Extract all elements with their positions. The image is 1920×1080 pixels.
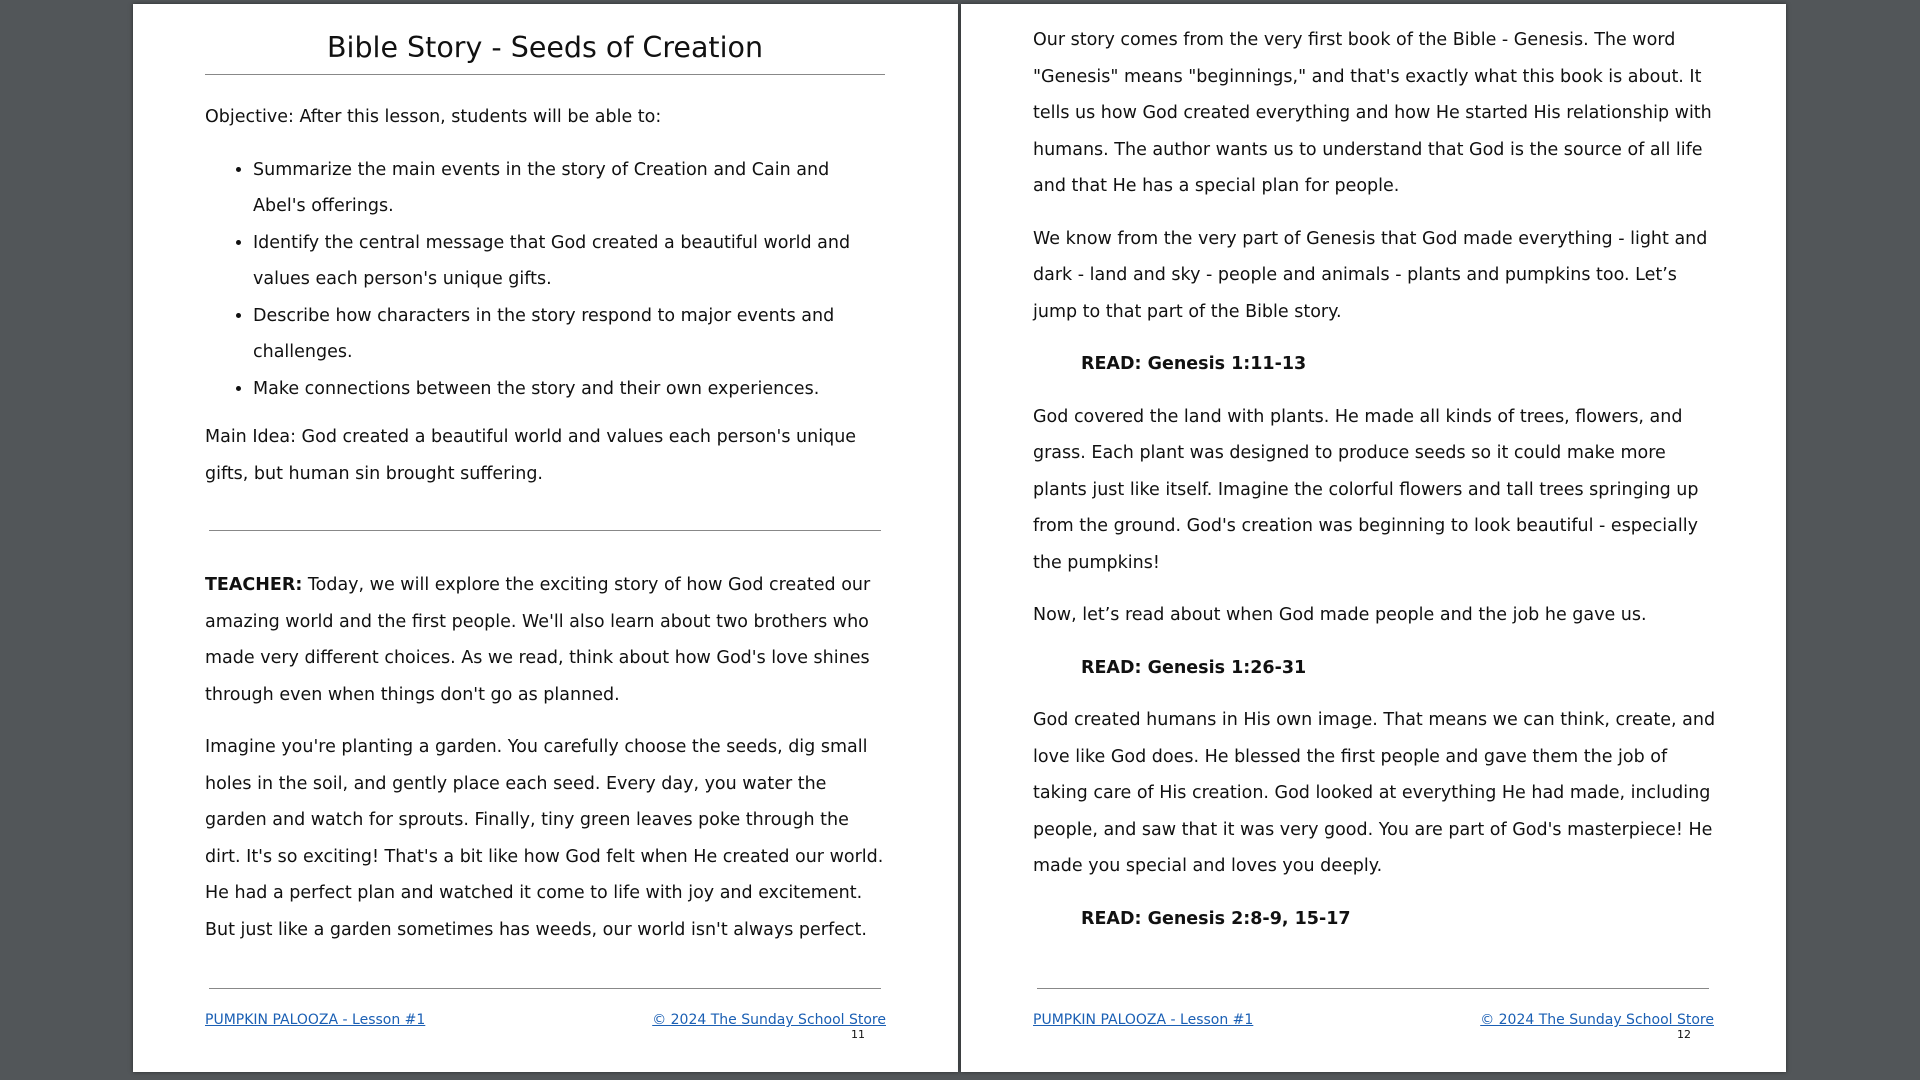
read-instruction: READ: Genesis 2:8-9, 15-17 (1081, 908, 1351, 929)
page-12-content (1033, 22, 1723, 953)
page-number: 12 (1677, 1028, 1691, 1041)
humans-paragraph: God created humans in His own image. That means we can think, create, and love like God does. He blessed the first people and gave them the job of taking care of His creation. God looked at everything He had made, including people, and saw that it was very good. You are part of God's masterpiece! He made you special and loves you deeply. (1033, 710, 1716, 876)
page-title: Bible Story - Seeds of Creation (326, 31, 764, 64)
page-number: 11 (851, 1028, 865, 1041)
plants-paragraph: God covered the land with plants. He made all kinds of trees, flowers, and grass. Each plant was designed to produce seeds so it could make more plants just like itself. Imagine the colorful flowers and tall trees springing up from the ground. God's creation was beginning to look beautiful - especially the pumpkins! (1033, 406, 1699, 573)
main-idea: Main Idea: God created a beautiful world and values each person's unique gifts, but human sin brought suffering. (205, 427, 857, 484)
transition-paragraph: Now, let’s read about when God made people and the job he gave us. (1033, 605, 1647, 625)
teacher-paragraph (205, 567, 885, 713)
read-instruction: READ: Genesis 1:26-31 (1081, 657, 1307, 678)
creation-summary-paragraph: We know from the very part of Genesis that God made everything - light and dark - land and sky - people and animals - plants and pumpkins too. Let’s jump to that part of the Bible story. (1033, 228, 1708, 322)
page-11 (133, 4, 958, 1072)
objective-intro: Objective: After this lesson, students will be able to: (205, 107, 662, 127)
objectives-list (205, 152, 885, 408)
objective-item: • Identify the central message that God created a beautiful world and values each person's unique gifts. (253, 225, 885, 298)
page-12 (961, 4, 1786, 1072)
teacher-label: TEACHER: (205, 575, 303, 595)
footer-divider (209, 988, 881, 989)
garden-paragraph: Imagine you're planting a garden. You carefully choose the seeds, dig small holes in the soil, and gently place each seed. Every day, you water the garden and watch for sprouts. Finally, tiny green leaves poke through the dirt. It's so exciting! That's a bit like how God felt when He created our world. He had a perfect plan and watched it come to life with joy and excitement. But just like a garden sometimes has weeds, our world isn't always perfect. (205, 737, 884, 940)
objective-item: • Summarize the main events in the story of Creation and Cain and Abel's offerings. (253, 152, 885, 225)
page-11-content (205, 4, 885, 964)
title-divider (205, 74, 885, 75)
teacher-text: Today, we will explore the exciting story of how God created our amazing world and the first people. We'll also learn about two brothers who made very different choices. As we read, think about how God's love shines through even when things don't go as planned. (205, 575, 871, 705)
footer-divider (1037, 988, 1709, 989)
genesis-intro-paragraph: Our story comes from the very first book of the Bible - Genesis. The word "Genesis" means "beginnings," and that's exactly what this book is about. It tells us how God created everything and how He started His relationship with humans. The author wants us to understand that God is the source of all life and that He has a special plan for people. (1033, 30, 1712, 196)
objective-item: • Make connections between the story and their own experiences. (253, 371, 885, 408)
objective-item: • Describe how characters in the story respond to major events and challenges. (253, 298, 885, 371)
read-instruction: READ: Genesis 1:11-13 (1081, 354, 1307, 374)
footer-copyright-link[interactable]: © 2024 The Sunday School Store (1480, 1012, 1714, 1028)
footer-copyright-link[interactable]: © 2024 The Sunday School Store (652, 1012, 886, 1028)
section-divider (209, 530, 881, 531)
footer-lesson-link[interactable]: PUMPKIN PALOOZA - Lesson #1 (205, 1012, 426, 1028)
footer-lesson-link[interactable]: PUMPKIN PALOOZA - Lesson #1 (1033, 1012, 1254, 1028)
